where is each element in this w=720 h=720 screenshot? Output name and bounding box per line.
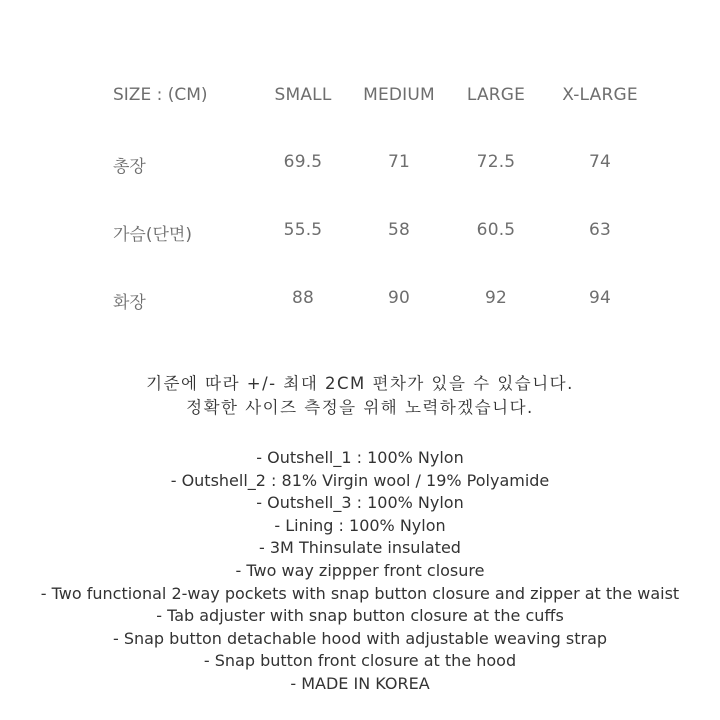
table-cell: 92 (484, 288, 508, 308)
table-cell: 71 (387, 152, 411, 172)
table-cell: 74 (588, 152, 612, 172)
spec-item: - Outshell_3 : 100% Nylon (256, 493, 464, 513)
table-cell: 69.5 (283, 152, 323, 172)
notice-line: 정확한 사이즈 측정을 위해 노력하겠습니다. (186, 398, 534, 417)
table-cell: 94 (588, 288, 612, 308)
measurement-notice (0, 372, 720, 420)
product-spec-list (0, 447, 720, 696)
spec-item: - Lining : 100% Nylon (274, 515, 446, 535)
table-cell: 88 (291, 288, 315, 308)
row-label-total-length: 총장 (113, 157, 146, 177)
size-unit-label: SIZE : (CM) (113, 85, 208, 105)
spec-item: - Tab adjuster with snap button closure at the cuffs (156, 606, 564, 626)
column-header-small: SMALL (274, 85, 332, 105)
spec-item: - Snap button detachable hood with adjustable weaving strap (112, 628, 608, 648)
table-cell: 72.5 (476, 152, 516, 172)
table-cell: 55.5 (283, 220, 323, 240)
column-header-large: LARGE (466, 85, 526, 105)
table-cell: 60.5 (476, 220, 516, 240)
table-cell: 58 (387, 220, 411, 240)
spec-item: - MADE IN KOREA (290, 673, 430, 693)
row-label-chest: 가슴(단면) (113, 225, 192, 245)
table-cell: 90 (387, 288, 411, 308)
spec-item: - Outshell_2 : 81% Virgin wool / 19% Polyamide (170, 470, 550, 490)
spec-item: - Two functional 2-way pockets with snap button closure and zipper at the waist (40, 583, 680, 603)
row-label-sleeve: 화장 (113, 293, 146, 313)
notice-line: 기준에 따라 +/- 최대 2CM 편차가 있을 수 있습니다. (146, 374, 574, 393)
column-header-medium: MEDIUM (363, 85, 435, 105)
size-table (0, 0, 720, 340)
table-cell: 63 (588, 220, 612, 240)
spec-item: - Two way zippper front closure (235, 560, 485, 580)
spec-item: - 3M Thinsulate insulated (259, 538, 461, 558)
spec-item: - Outshell_1 : 100% Nylon (256, 448, 464, 467)
column-header-x-large: X-LARGE (562, 85, 638, 105)
spec-item: - Snap button front closure at the hood (203, 651, 517, 671)
